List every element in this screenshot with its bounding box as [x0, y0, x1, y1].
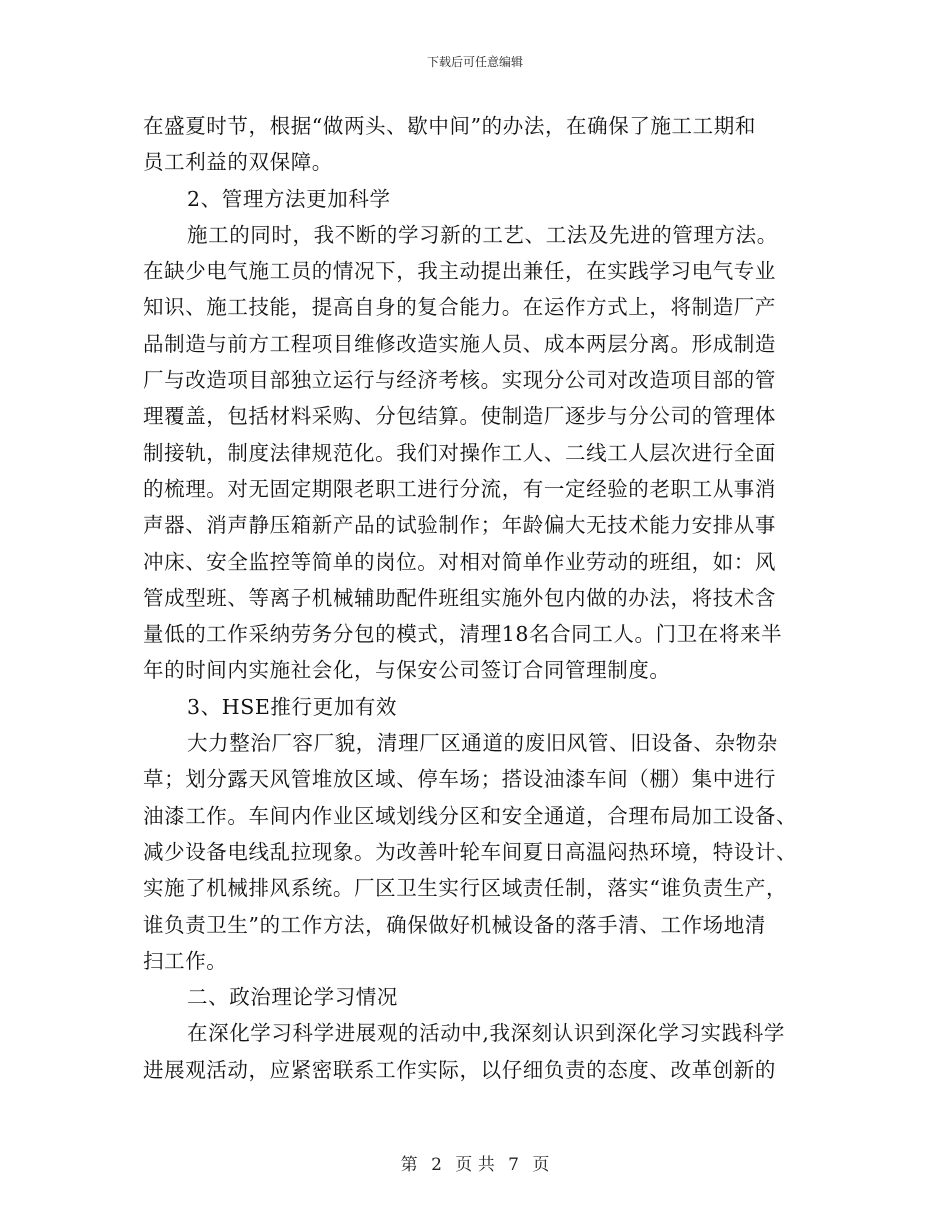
- paragraph-line: 声器、消声静压箱新产品的试验制作；年龄偏大无技术能力安排从事: [143, 513, 776, 538]
- paragraph-line: 制接轨，制度法律规范化。我们对操作工人、二线工人层次进行全面: [143, 440, 776, 465]
- paragraph-line: 扫工作。: [143, 948, 228, 973]
- section-heading: 二、政治理论学习情况: [187, 985, 398, 1010]
- paragraph-line: 油漆工作。车间内作业区域划线分区和安全通道，合理布局加工设备、: [143, 803, 798, 828]
- document-body: [143, 108, 803, 1088]
- page-header: 下载后可任意编辑: [426, 55, 523, 69]
- paragraph-line: 在盛夏时节，根据“做两头、歇中间”的办法，在确保了施工工期和: [143, 114, 756, 138]
- paragraph-line: 厂与改造项目部独立运行与经济考核。实现分公司对改造项目部的管: [143, 368, 776, 393]
- paragraph-line: 施工的同时，我不断的学习新的工艺、工法及先进的管理方法。: [187, 222, 778, 247]
- paragraph-line: 年的时间内实施社会化，与保安公司签订合同管理制度。: [143, 658, 671, 683]
- paragraph-line: 谁负责卫生”的工作方法，确保做好机械设备的落手清、工作场地清: [143, 912, 766, 937]
- paragraph-line: 知识、施工技能，提高自身的复合能力。在运作方式上，将制造厂产: [143, 295, 776, 320]
- paragraph-line: 实施了机械排风系统。厂区卫生实行区域责任制，落实“谁负责生产，: [143, 876, 788, 901]
- paragraph-line: 的梳理。对无固定期限老职工进行分流，有一定经验的老职工从事消: [143, 476, 776, 501]
- footer-prefix: 第: [400, 1155, 418, 1175]
- paragraph-line: 草；划分露天风管堆放区域、停车场；搭设油漆车间（棚）集中进行: [143, 767, 776, 792]
- paragraph-line: 大力整治厂容厂貌，清理厂区通道的废旧风管、旧设备、杂物杂: [187, 731, 778, 756]
- paragraph-line: 进展观活动，应紧密联系工作实际，以仔细负责的态度、改革创新的: [143, 1057, 776, 1082]
- total-pages-number: 7: [508, 1155, 519, 1175]
- page-footer: [0, 1154, 950, 1176]
- paragraph-line: 在深化学习科学进展观的活动中,我深刻认识到深化学习实践科学: [187, 1021, 785, 1046]
- section-heading: 3、HSE推行更加有效: [187, 694, 398, 719]
- footer-middle: 页 共: [455, 1155, 495, 1175]
- paragraph-line: 品制造与前方工程项目维修改造实施人员、成本两层分离。形成制造: [143, 331, 776, 356]
- current-page-number: 2: [431, 1155, 442, 1175]
- paragraph-line: 在缺少电气施工员的情况下，我主动提出兼任，在实践学习电气专业: [143, 259, 776, 284]
- section-heading: 2、管理方法更加科学: [187, 186, 391, 211]
- paragraph-line: 理覆盖，包括材料采购、分包结算。使制造厂逐步与分公司的管理体: [143, 404, 776, 429]
- paragraph-line: 管成型班、等离子机械辅助配件班组实施外包内做的办法，将技术含: [143, 585, 776, 610]
- paragraph-line: 减少设备电线乱拉现象。为改善叶轮车间夏日高温闷热环境，特设计、: [143, 839, 798, 864]
- footer-suffix: 页: [532, 1155, 550, 1175]
- paragraph-line: 员工利益的双保障。: [143, 150, 333, 175]
- paragraph-line: 冲床、安全监控等简单的岗位。对相对简单作业劳动的班组，如：风: [143, 549, 776, 574]
- paragraph-line: 量低的工作采纳劳务分包的模式，清理18名合同工人。门卫在将来半: [143, 622, 783, 647]
